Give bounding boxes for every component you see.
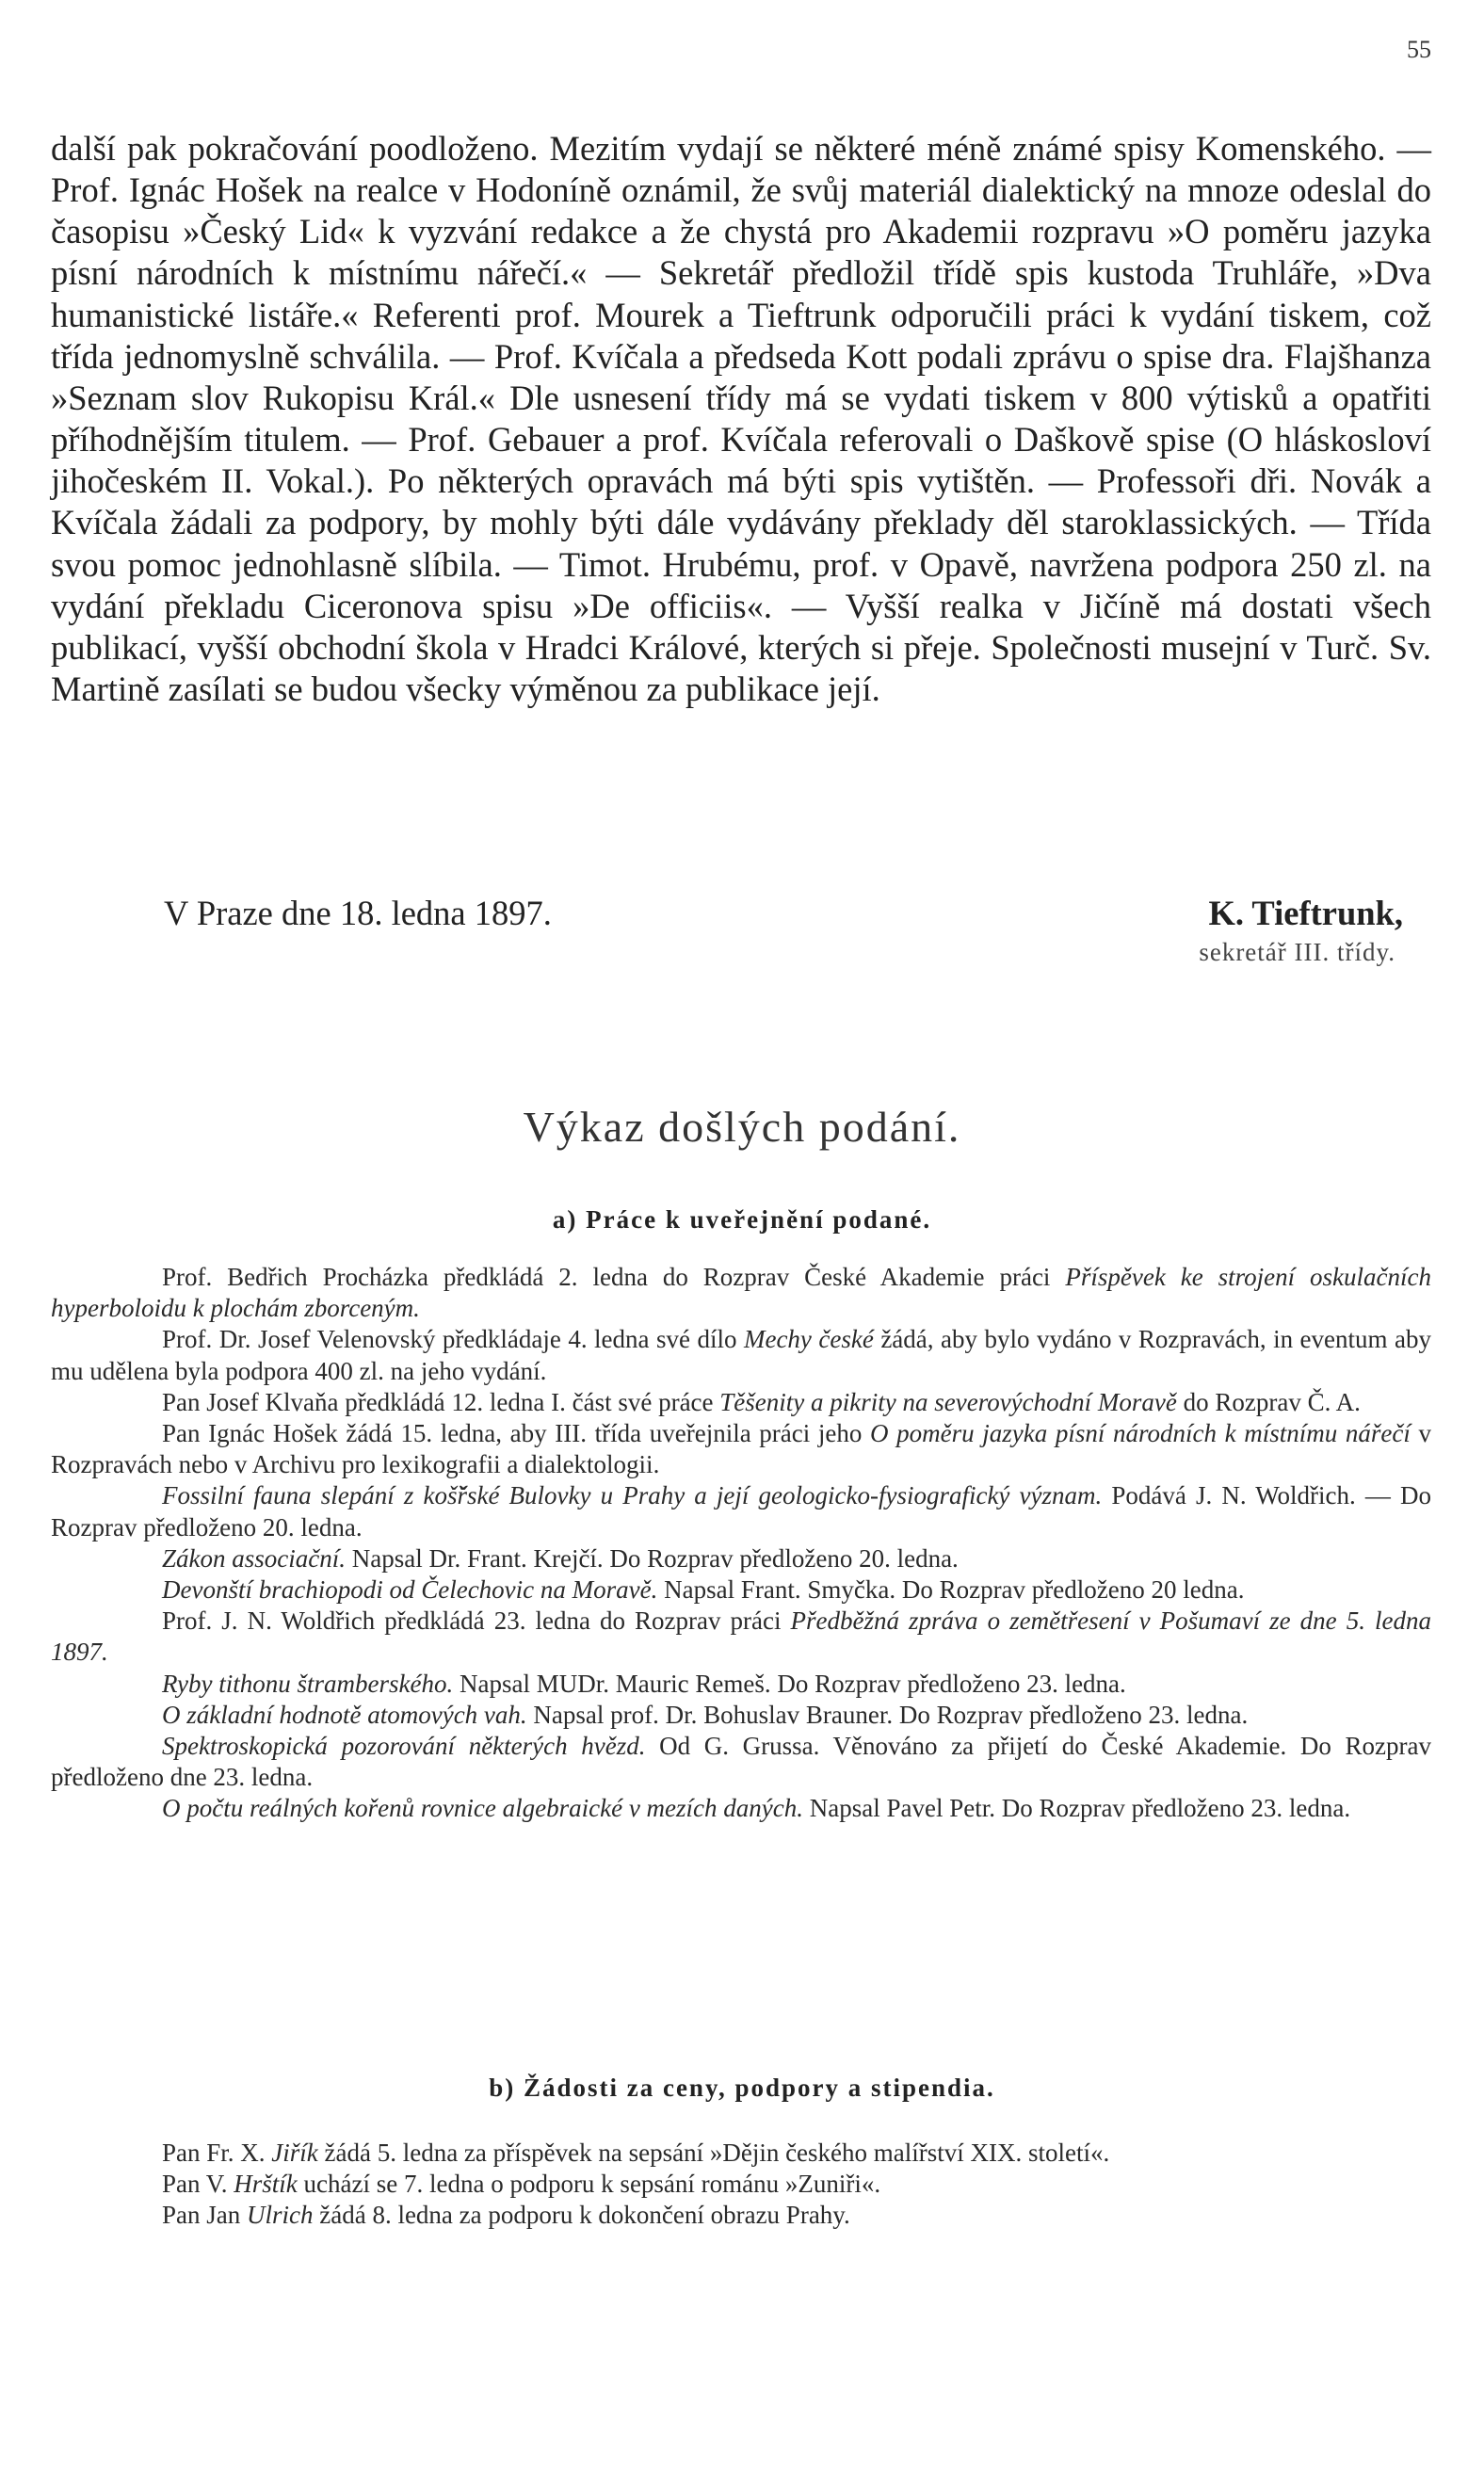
report-title: Výkaz došlých podání. xyxy=(523,1103,961,1151)
section-a-entries xyxy=(51,1262,1431,1825)
entry: Pan Fr. X. Jiřík žádá 5. ledna za příspěvek na sepsání »Dějin českého malířství XIX. století«. xyxy=(162,2139,1110,2167)
entry: Pan Ignác Hošek žádá 15. ledna, aby III. třída uveřejnila práci jeho O poměru jazyka písní národních k místnímu nářečí v Rozpravách nebo v Archivu pro lexikografii a dialektologii. xyxy=(51,1419,1432,1479)
section-b-entries xyxy=(51,2138,1431,2232)
intro-text xyxy=(51,128,1431,710)
entry: Pan Josef Klvaňa předkládá 12. ledna I. část své práce Těšenity a pikrity na severovýchodní Moravě do Rozprav Č. A. xyxy=(162,1387,1361,1416)
entry: O základní hodnotě atomových vah. Napsal prof. Dr. Bohuslav Brauner. Do Rozprav předloženo 23. ledna. xyxy=(162,1700,1249,1729)
section-b-heading: b) Žádosti za ceny, podpory a stipendia. xyxy=(489,2074,995,2102)
entry: Fossilní fauna slepání z koš̌řské Bulovky u Prahy a její geologicko-fysiografický význam. Podává J. N. Woldřich. — Do Rozprav předloženo 20. ledna. xyxy=(51,1481,1431,1542)
entry: Spektroskopická pozorování některých hvězd. Od G. Grussa. Věnováno za přijetí do České Akademie. Do Rozprav předloženo dne 23. ledna. xyxy=(51,1732,1431,1792)
entry: Pan Jan Ulrich žádá 8. ledna za podporu k dokončení obrazu Prahy. xyxy=(162,2201,850,2230)
entry: Zákon associační. Napsal Dr. Frant. Krejčí. Do Rozprav předloženo 20. ledna. xyxy=(162,1543,959,1573)
entry: O počtu reálných kořenů rovnice algebraické v mezích daných. Napsal Pavel Petr. Do Rozprav předloženo 23. ledna. xyxy=(162,1794,1351,1823)
entry: Prof. Bedřich Procházka předkládá 2. ledna do Rozprav České Akademie práci Příspěvek ke strojení oskulačních hyperboloidu k plochám zborceným. xyxy=(51,1263,1432,1323)
signature-title: sekretář III. třídy. xyxy=(1199,938,1395,966)
entry: Ryby tithonu štramberského. Napsal MUDr. Mauric Remeš. Do Rozprav předloženo 23. ledna. xyxy=(162,1669,1126,1698)
entry: Prof. Dr. Josef Velenovský předkládaje 4. ledna své dílo Mechy české žádá, aby bylo vydáno v Rozpravách, in eventum aby mu udělena byla podpora 400 zl. na jeho vydání. xyxy=(51,1325,1431,1385)
intro-paragraph: další pak pokračování poodloženo. Mezitím vydají se některé méně známé spisy Komenského. — Prof. Ignác Hošek na realce v Hodoníně oznámil, že svůj materiál dialektický na mnoze odeslal do časopisu »Český Lid« k vyzvání redakce a že chystá pro Akademii rozpravu »O poměru jazyka písní národních k místnímu nářečí.« — Sekretář předložil třídě spis kustoda Truhláře, »Dva humanistické listáře.« Referenti prof. Mourek a Tieftrunk odporučili práci k vydání tiskem, což třída jednomyslně schválila. — Prof. Kvíčala a předseda Kott podali zprávu o spise dra. Flajšhanza »Seznam slov Rukopisu Král.« Dle usnesení třídy má se vydati tiskem v 800 výtisků a opatřiti příhodnějším titulem. — Prof. Gebauer a prof. Kvíčala referovali o Daškově spise (O hláskosloví jihočeském II. Vokal.). Po některých opravách má býti spis vytištěn. — Professoři dři. Novák a Kvíčala žádali za podpory, by mohly býti dále vydávány překlady děl staroklassických. — Třída svou pomoc jednohlasně slíbila. — Timot. Hrubému, prof. v Opavě, navržena podpora 250 zl. na vydání překladu Ciceronova spisu »De officiis«. — Vyšší realka v Jičíně má dostati všech publikací, vyšší obchodní škola v Hradci Králové, kterých si přeje. Společnosti museјní v Turč. Sv. Martině zasílati se budou všecky výměnou za publikace její. xyxy=(51,129,1431,709)
page-number: 55 xyxy=(1407,36,1431,63)
section-a-heading: a) Práce k uveřejnění podané. xyxy=(552,1205,932,1234)
signature-date: V Praze dne 18. ledna 1897. xyxy=(164,894,552,932)
entry: Prof. J. N. Woldřich předkládá 23. ledna do Rozprav práci Předběžná zpráva o zemětřesení v Pošumaví ze dne 5. ledna 1897. xyxy=(51,1606,1431,1667)
signature-name: K. Tieftrunk, xyxy=(1208,894,1403,932)
entry: Pan V. Hrštík uchází se 7. ledna o podporu k sepsání románu »Zuniři«. xyxy=(162,2170,881,2199)
entry: Devonští brachiopodi od Čelechovic na Moravě. Napsal Frant. Smyčka. Do Rozprav předloženo 20 ledna. xyxy=(162,1575,1245,1605)
